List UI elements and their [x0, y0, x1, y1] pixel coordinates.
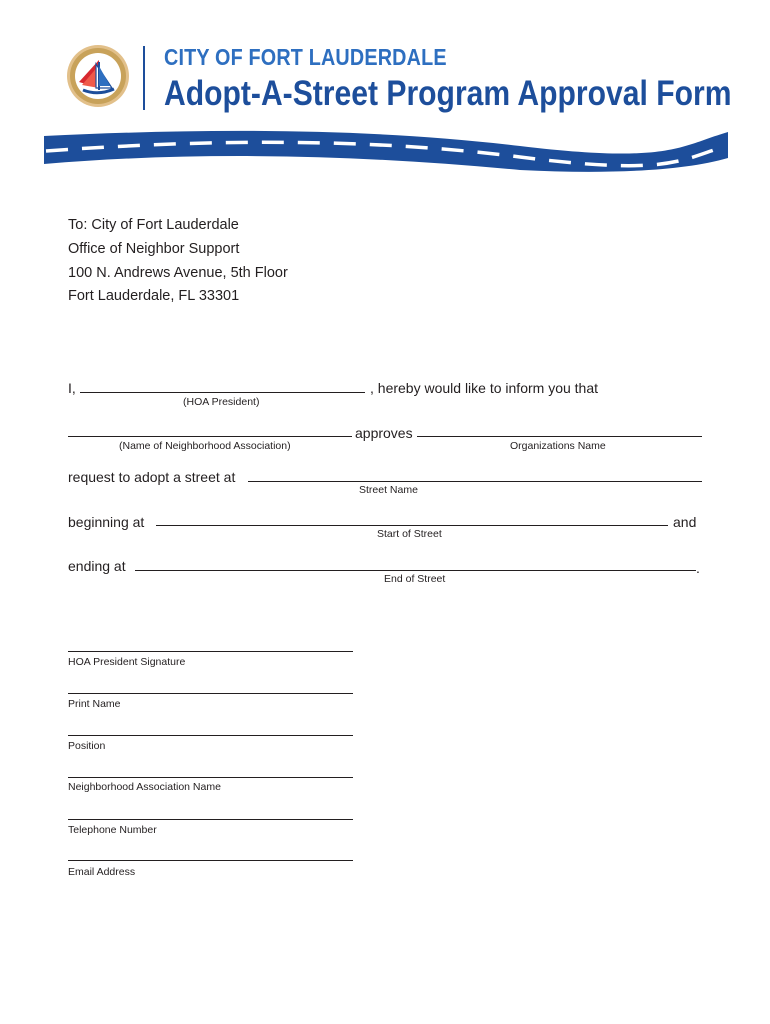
hoa-president-signature-label: HOA President Signature	[68, 656, 186, 668]
city-seal-logo	[66, 44, 130, 108]
i-label: I,	[68, 380, 76, 396]
print-name-label: Print Name	[68, 698, 121, 710]
hoa-president-signature-field[interactable]	[68, 651, 353, 652]
address-office: Office of Neighbor Support	[68, 241, 240, 257]
form-title: Adopt-A-Street Program Approval Form	[164, 74, 732, 113]
address-recipient: To: City of Fort Lauderdale	[68, 217, 239, 233]
adopt-text: request to adopt a street at	[68, 469, 236, 485]
start-of-street-field[interactable]	[156, 525, 668, 526]
and-text: and	[673, 514, 697, 530]
organization-name: CITY OF FORT LAUDERDALE	[164, 44, 447, 70]
position-label: Position	[68, 740, 106, 752]
road-banner-graphic	[40, 126, 730, 180]
telephone-number-field[interactable]	[68, 819, 353, 820]
period-mark: .	[696, 560, 700, 576]
address-city: Fort Lauderdale, FL 33301	[68, 288, 240, 304]
telephone-number-label: Telephone Number	[68, 824, 157, 836]
email-address-label: Email Address	[68, 866, 136, 878]
association-name-label: Neighborhood Association Name	[68, 781, 221, 793]
address-street: 100 N. Andrews Avenue, 5th Floor	[68, 265, 288, 281]
street-name-caption: Street Name	[359, 484, 418, 496]
hoa-president-field[interactable]	[80, 392, 365, 393]
ending-text: ending at	[68, 558, 126, 574]
hoa-president-caption: (HOA President)	[183, 396, 260, 408]
inform-text: , hereby would like to inform you that	[370, 380, 599, 396]
association-name-field[interactable]	[68, 777, 353, 778]
organizations-name-caption: Organizations Name	[510, 440, 606, 452]
end-of-street-caption: End of Street	[384, 573, 446, 585]
header-divider	[143, 46, 145, 110]
organizations-name-field[interactable]	[417, 436, 702, 437]
email-address-field[interactable]	[68, 860, 353, 861]
neighborhood-association-field[interactable]	[68, 436, 352, 437]
end-of-street-field[interactable]	[135, 570, 696, 571]
approves-text: approves	[355, 425, 413, 441]
position-field[interactable]	[68, 735, 353, 736]
start-of-street-caption: Start of Street	[377, 528, 442, 540]
neighborhood-association-caption: (Name of Neighborhood Association)	[119, 440, 291, 452]
print-name-field[interactable]	[68, 693, 353, 694]
street-name-field[interactable]	[248, 481, 702, 482]
beginning-text: beginning at	[68, 514, 145, 530]
